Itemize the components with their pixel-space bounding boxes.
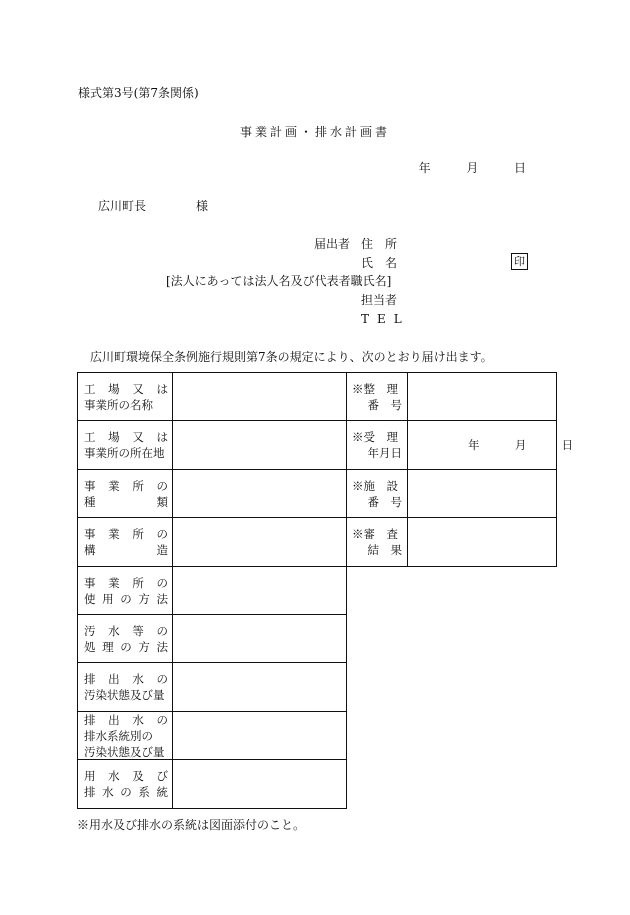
label-treatment-method bbox=[84, 623, 168, 655]
date-day-label: 日 bbox=[513, 161, 526, 175]
label-char: は bbox=[156, 430, 168, 444]
label-char: 出 bbox=[108, 672, 120, 686]
label-char: 種 bbox=[84, 495, 96, 509]
addressee-suffix: 様 bbox=[196, 199, 209, 213]
label-char: 業 bbox=[108, 527, 120, 541]
facility-structure-field[interactable] bbox=[173, 518, 346, 566]
label-char: 水 bbox=[108, 624, 120, 638]
label-discharge-pollution: 排 出 水 の 汚染状態及び量 bbox=[84, 672, 168, 702]
label-char: 事 bbox=[84, 576, 96, 590]
label-facility-name: 工 場 又 は 事業所の名称 bbox=[84, 382, 168, 412]
water-system-field[interactable] bbox=[173, 760, 346, 808]
label-facility-type bbox=[84, 478, 168, 510]
usage-method-field[interactable] bbox=[173, 567, 346, 614]
label-char: の bbox=[156, 479, 168, 493]
label-char: び bbox=[156, 769, 168, 783]
seal-mark: 印 bbox=[511, 253, 528, 270]
label-char: 処 bbox=[84, 640, 96, 654]
label-char: 類 bbox=[156, 495, 168, 509]
label-char: 場 bbox=[108, 430, 120, 444]
tel-label: TEL bbox=[361, 312, 410, 326]
label-char: 事 bbox=[84, 527, 96, 541]
label-usage-method bbox=[84, 575, 168, 607]
label-char: 法 bbox=[156, 640, 168, 654]
label-char: 水 bbox=[108, 769, 120, 783]
label-facility-location: 工 場 又 は 事業所の所在地 bbox=[84, 430, 168, 460]
label-char: 及 bbox=[132, 769, 144, 783]
form-number: 様式第3号(第7条関係) bbox=[78, 86, 199, 100]
label-char: の bbox=[156, 624, 168, 638]
label-char: 用 bbox=[102, 592, 114, 606]
label-char: の bbox=[120, 592, 132, 606]
label-char: の bbox=[120, 785, 132, 799]
facility-type-field[interactable] bbox=[173, 470, 346, 517]
facility-name-field[interactable] bbox=[173, 373, 346, 420]
label-char: 所 bbox=[132, 527, 144, 541]
label-discharge-by-system: 排 出 水 の 排水系統別の 汚染状態及び量 bbox=[84, 713, 168, 759]
discharge-by-system-field[interactable] bbox=[173, 712, 346, 759]
contact-person-label: 担当者 bbox=[361, 293, 398, 307]
label-char: 法 bbox=[156, 592, 168, 606]
label-char: 所 bbox=[132, 576, 144, 590]
label-char: 統 bbox=[156, 785, 168, 799]
label-char: の bbox=[156, 576, 168, 590]
date-month-label: 月 bbox=[466, 161, 479, 175]
label-char: は bbox=[156, 382, 168, 396]
label-char: 工 bbox=[84, 382, 96, 396]
received-day-label: 日 bbox=[561, 438, 574, 452]
label-char: 使 bbox=[84, 592, 96, 606]
label-char: 業 bbox=[108, 576, 120, 590]
label-char: の bbox=[156, 527, 168, 541]
received-year-label: 年 bbox=[468, 438, 480, 452]
label-char: 水 bbox=[102, 785, 114, 799]
label-char: 又 bbox=[132, 382, 144, 396]
lead-text: 広川町環境保全条例施行規則第7条の規定により、次のとおり届け出ます。 bbox=[90, 350, 493, 364]
label-char: 理 bbox=[102, 640, 114, 654]
label-char: 出 bbox=[108, 713, 120, 727]
corporation-note: [法人にあっては法人名及び代表者職氏名] bbox=[166, 274, 392, 288]
label-char: 排 bbox=[84, 672, 96, 686]
label-char: 水 bbox=[132, 672, 144, 686]
label-received-date: ※受 理 年月日 bbox=[352, 430, 402, 460]
label-char: 場 bbox=[108, 382, 120, 396]
received-month-label: 月 bbox=[514, 438, 527, 452]
submission-date bbox=[419, 160, 526, 176]
label-char: の bbox=[120, 640, 132, 654]
label-char: 造 bbox=[156, 543, 168, 557]
label-char: 方 bbox=[138, 640, 150, 654]
label-char: 工 bbox=[84, 430, 96, 444]
label-char: 所 bbox=[132, 479, 144, 493]
document-title: 事業計画・排水計画書 bbox=[239, 125, 390, 139]
received-date-value bbox=[468, 438, 573, 453]
date-year-label: 年 bbox=[418, 161, 431, 175]
label-char: 排 bbox=[84, 713, 96, 727]
label-facility-structure bbox=[84, 526, 168, 558]
facility-location-field[interactable] bbox=[173, 421, 346, 469]
label-char: 等 bbox=[132, 624, 144, 638]
label-water-system bbox=[84, 768, 168, 800]
label-char: 系 bbox=[138, 785, 150, 799]
label-char: 汚 bbox=[84, 624, 96, 638]
treatment-method-field[interactable] bbox=[173, 615, 346, 662]
label-char: の bbox=[156, 713, 168, 727]
label-char: 方 bbox=[138, 592, 150, 606]
label-char: 水 bbox=[132, 713, 144, 727]
label-char: 用 bbox=[84, 769, 96, 783]
address-label: 住 所 bbox=[361, 237, 398, 251]
name-label: 氏 名 bbox=[361, 256, 398, 270]
addressee: 広川町長 bbox=[98, 199, 147, 213]
applicant-label: 届出者 bbox=[314, 237, 351, 251]
label-char: の bbox=[156, 672, 168, 686]
label-char: 事 bbox=[84, 479, 96, 493]
label-review-result: ※審 査 結 果 bbox=[352, 527, 402, 557]
footnote: ※用水及び排水の系統は図面添付のこと。 bbox=[77, 818, 306, 832]
label-char: 業 bbox=[108, 479, 120, 493]
label-char: 又 bbox=[132, 430, 144, 444]
label-equipment-number: ※施 設 番 号 bbox=[352, 479, 402, 509]
label-reference-number: ※整 理 番 号 bbox=[352, 382, 402, 412]
label-char: 排 bbox=[84, 785, 96, 799]
label-char: 構 bbox=[84, 543, 96, 557]
discharge-pollution-field[interactable] bbox=[173, 663, 346, 711]
